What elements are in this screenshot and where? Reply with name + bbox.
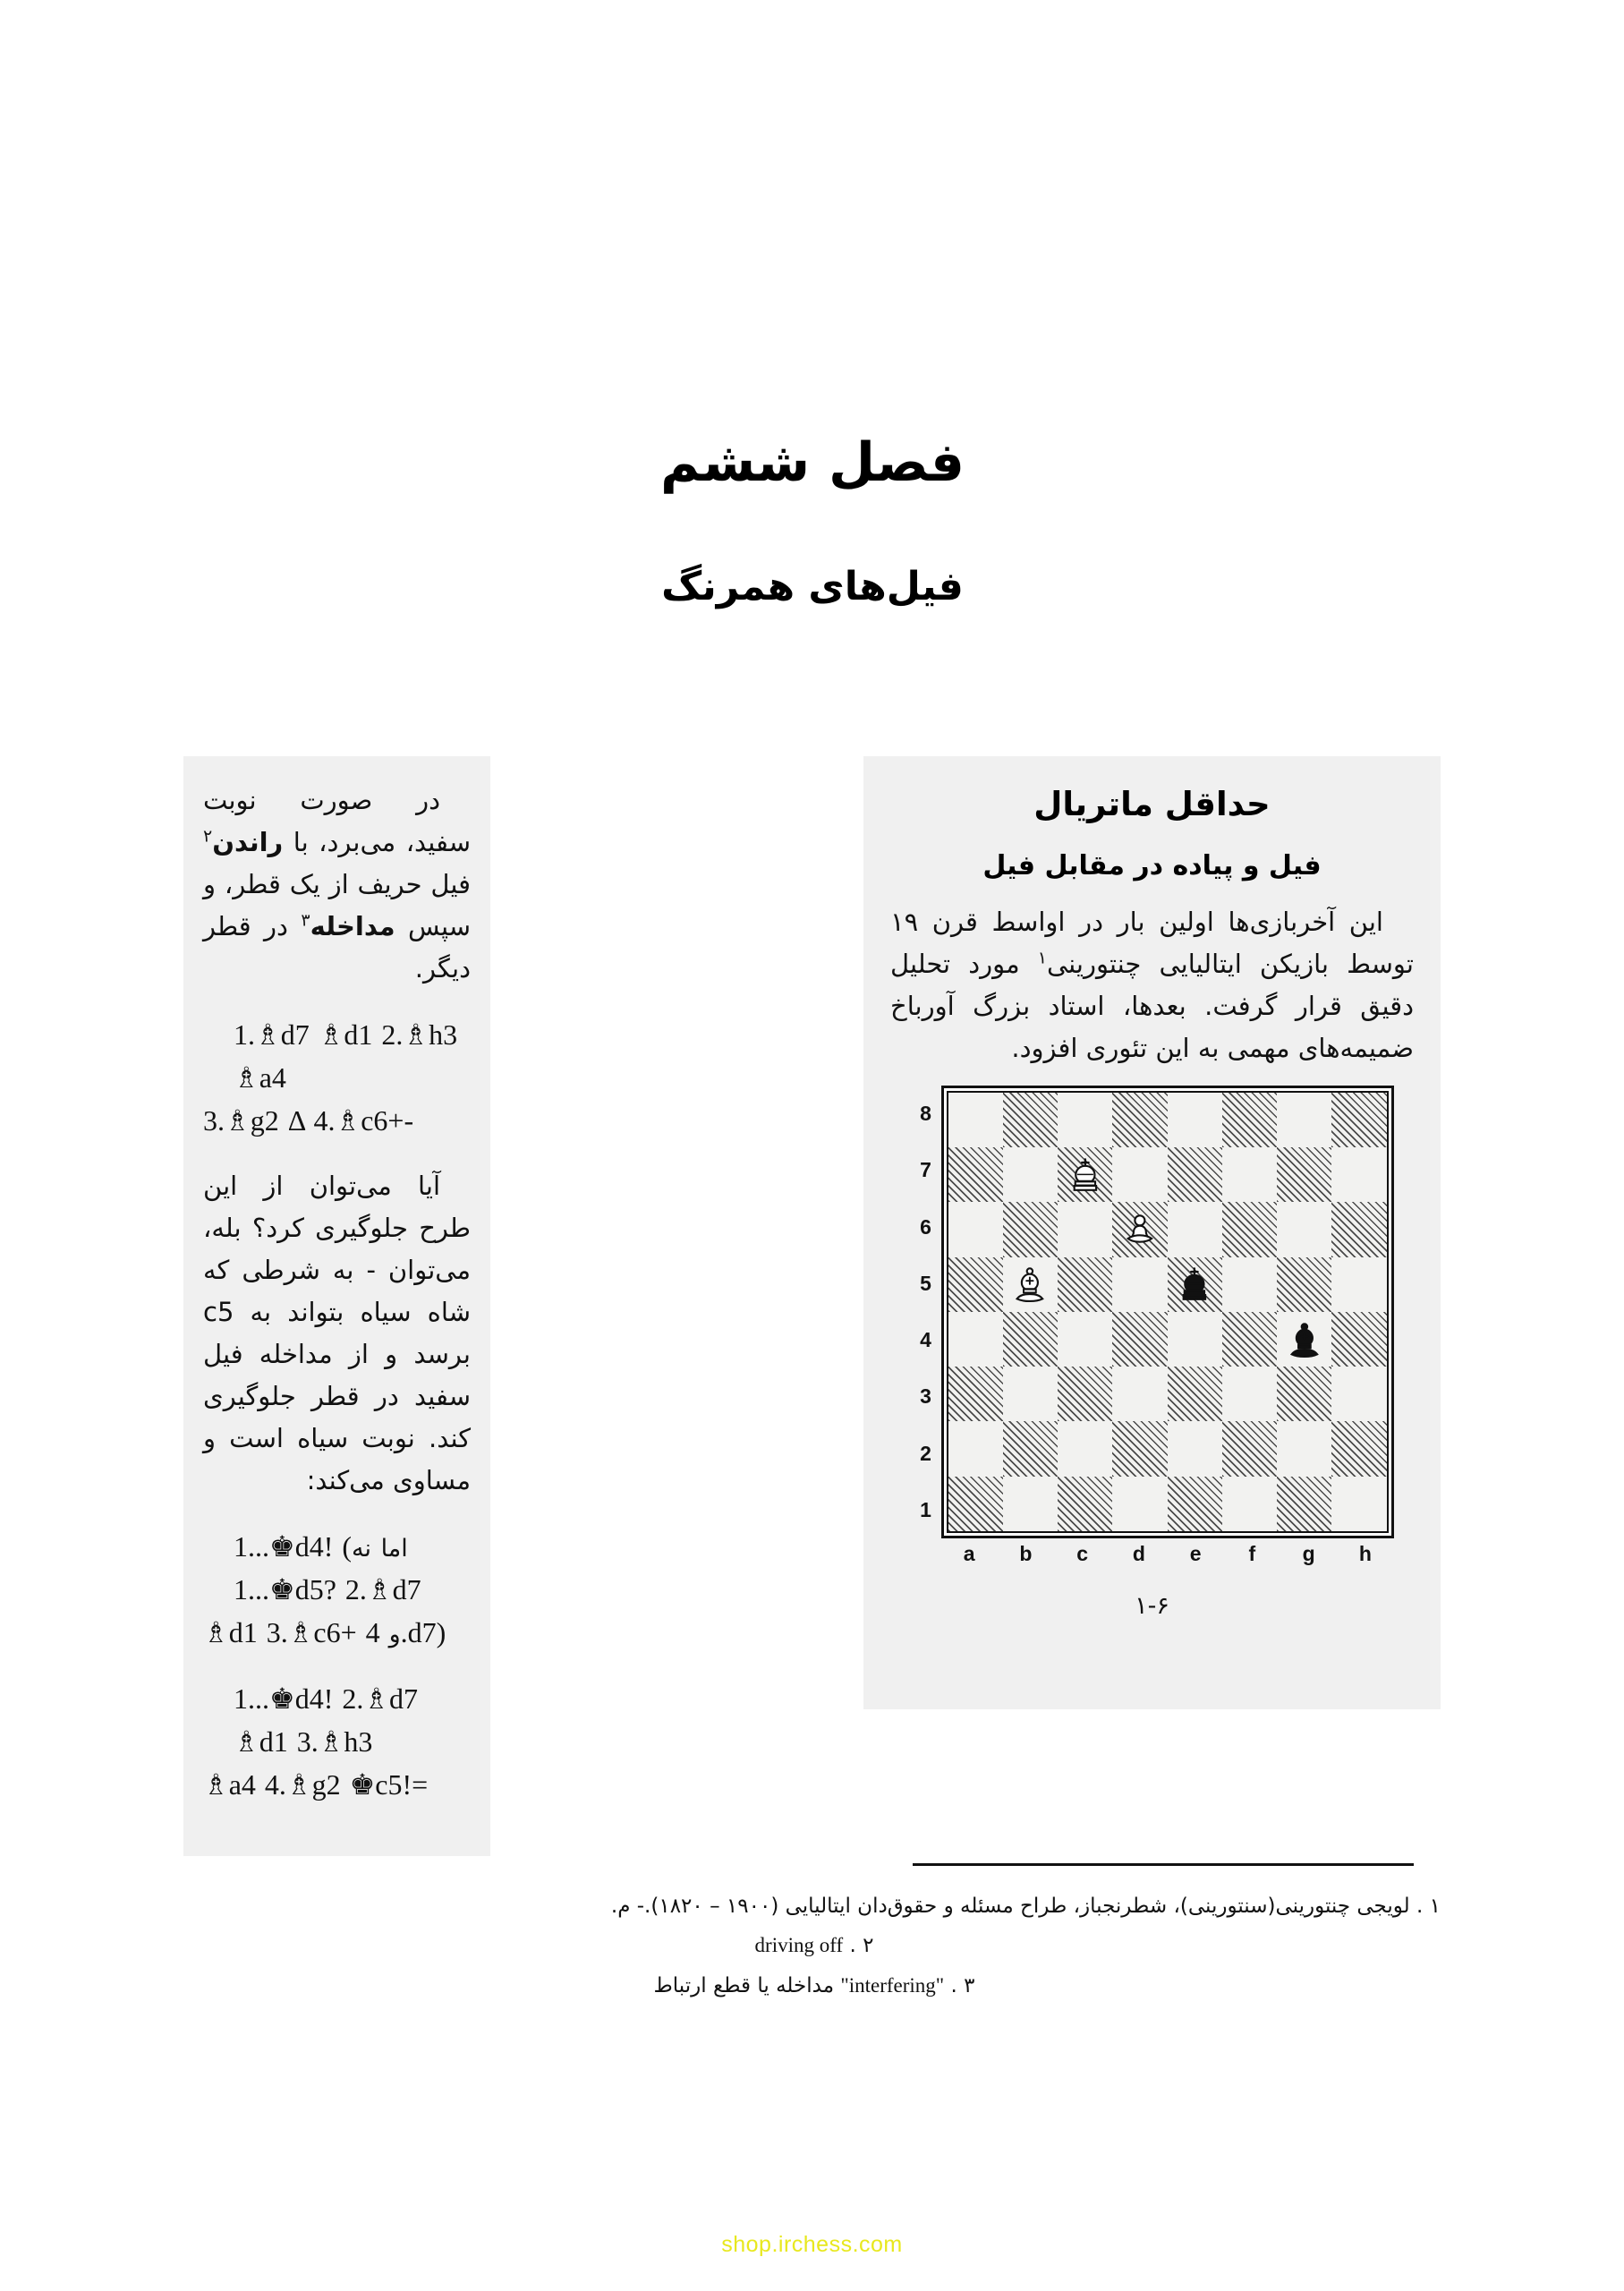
- rank-label: 1: [920, 1497, 931, 1521]
- board-square-e8: [1168, 1093, 1222, 1147]
- board-square-c7: [1058, 1147, 1112, 1202]
- term-interfering: مداخله: [310, 910, 395, 941]
- board-square-f1: [1222, 1477, 1277, 1531]
- board-square-h3: [1331, 1367, 1386, 1421]
- footnote-2-marker: ۲ .: [849, 1934, 874, 1958]
- section-heading-minimal-material: حداقل ماتریال: [1033, 785, 1271, 823]
- rank-label: 6: [920, 1214, 931, 1239]
- intro-paragraph: [890, 901, 1414, 1069]
- section-subheading-bishop-pawn: فیل و پیاده در مقابل فیل: [982, 850, 1322, 881]
- file-labels: [941, 1538, 1394, 1569]
- board-square-b8: [1003, 1093, 1058, 1147]
- white-pawn-icon: [1118, 1208, 1161, 1251]
- rank-label: 7: [920, 1158, 931, 1182]
- board-square-b2: [1003, 1421, 1058, 1476]
- page-subtitle: فیل‌های همرنگ: [661, 564, 964, 609]
- move-line: 1...♚d4! 2.♗d7 ♗d1 3.♗h3: [234, 1682, 419, 1758]
- board-square-b1: [1003, 1477, 1058, 1531]
- intro-text-before-ref: این آخربازی‌ها اولین بار در اواسط قرن ۱۹ توسط بازیکن ایتالیایی چنتورینی: [890, 907, 1414, 979]
- move-text: ♗d1 3.♗c6+: [203, 1615, 366, 1648]
- board-square-a4: [948, 1312, 1003, 1367]
- board-square-e7: [1168, 1147, 1222, 1202]
- chess-diagram: [911, 1086, 1394, 1620]
- board-square-e3: [1168, 1367, 1222, 1421]
- para1-part2: فیل حریف از یک قطر، و سپس: [203, 868, 471, 941]
- move-text: 1...♚d5? 2.♗d7: [234, 1572, 421, 1605]
- move-sequence-2: [203, 1525, 471, 1654]
- move-sequence-3: [203, 1677, 471, 1806]
- board-square-a7: [948, 1147, 1003, 1202]
- board-square-a3: [948, 1367, 1003, 1421]
- footnote-3: [188, 1968, 1441, 2004]
- board-square-b6: [1003, 1202, 1058, 1256]
- para1-part3: در قطر دیگر.: [203, 910, 471, 984]
- file-label: c: [1076, 1541, 1089, 1565]
- move-annotation-rtl: و: [388, 1620, 401, 1648]
- board-square-e2: [1168, 1421, 1222, 1476]
- footnote-ref-3: ۳: [301, 910, 310, 931]
- board-square-g1: [1277, 1477, 1331, 1531]
- rank-label: 8: [920, 1102, 931, 1125]
- board-square-b4: [1003, 1312, 1058, 1367]
- file-label: f: [1248, 1541, 1256, 1565]
- board-square-g7: [1277, 1147, 1331, 1202]
- board-square-c3: [1058, 1367, 1112, 1421]
- footnote-ref-1: ۱: [1037, 948, 1047, 968]
- board-square-g3: [1277, 1367, 1331, 1421]
- site-watermark: shop.irchess.com: [721, 2232, 903, 2257]
- term-driving-off: راندن: [212, 826, 284, 857]
- analysis-paragraph-1: [203, 779, 471, 990]
- board-square-f2: [1222, 1421, 1277, 1476]
- board-square-b3: [1003, 1367, 1058, 1421]
- board-square-g2: [1277, 1421, 1331, 1476]
- move-annotation-rtl: اما نه: [352, 1534, 408, 1563]
- footnote-3-marker: ۳ .: [950, 1973, 975, 1997]
- board-square-d5: [1112, 1257, 1167, 1312]
- footnote-3-text: مداخله یا قطع ارتباط: [653, 1973, 835, 1997]
- move-text: 4.d7): [365, 1615, 446, 1648]
- footnote-area: [188, 1888, 1441, 2007]
- intro-text-after-ref: مورد تحلیل دقیق قرار گرفت. بعدها، استاد بزرگ آورباخ ضمیمه‌های مهمی به این تئوری افزود.: [890, 948, 1414, 1063]
- board-square-d2: [1112, 1421, 1167, 1476]
- file-label: a: [963, 1541, 975, 1565]
- board-square-d8: [1112, 1093, 1167, 1147]
- board-square-c4: [1058, 1312, 1112, 1367]
- file-label: g: [1302, 1541, 1315, 1565]
- footnote-2: [188, 1928, 1441, 1963]
- board-square-e5: [1168, 1257, 1222, 1312]
- board-square-d1: [1112, 1477, 1167, 1531]
- board-square-h2: [1331, 1421, 1386, 1476]
- board-square-e6: [1168, 1202, 1222, 1256]
- rank-label: 4: [920, 1328, 931, 1351]
- rank-label: 2: [920, 1441, 931, 1465]
- board-square-h6: [1331, 1202, 1386, 1256]
- board-square-h7: [1331, 1147, 1386, 1202]
- board-square-f7: [1222, 1147, 1277, 1202]
- rank-label: 3: [920, 1384, 931, 1409]
- board-square-d6: [1112, 1202, 1167, 1256]
- figure-caption: ۱-۶: [1135, 1591, 1169, 1620]
- board-square-a1: [948, 1477, 1003, 1531]
- move-line: 1.♗d7 ♗d1 2.♗h3 ♗a4: [234, 1018, 458, 1094]
- chessboard: [947, 1091, 1389, 1533]
- white-king-icon: [1064, 1154, 1107, 1197]
- board-square-c6: [1058, 1202, 1112, 1256]
- footnote-2-text: driving off: [754, 1934, 844, 1957]
- footnote-ref-2: ۲: [203, 826, 213, 847]
- footnote-1: ۱ . لویجی چنتورینی(سنتورینی)، شطرنجباز، طراح مسئله و حقوق‌دان ایتالیایی (۱۹۰۰ – ۱۸۲۰).- م.: [610, 1895, 1441, 1918]
- move-line: [203, 1525, 471, 1611]
- board-square-b5: [1003, 1257, 1058, 1312]
- footnote-3-quote: "interfering": [840, 1973, 945, 1997]
- board-square-d7: [1112, 1147, 1167, 1202]
- board-square-f6: [1222, 1202, 1277, 1256]
- move-line: 3.♗g2 Δ 4.♗c6+-: [203, 1103, 414, 1137]
- board-square-f5: [1222, 1257, 1277, 1312]
- board-square-h5: [1331, 1257, 1386, 1312]
- footnote-separator-rule: [913, 1863, 1414, 1866]
- board-square-h4: [1331, 1312, 1386, 1367]
- black-king-icon: [1173, 1263, 1216, 1306]
- board-square-c8: [1058, 1093, 1112, 1147]
- analysis-paragraph-2: آیا می‌توان از این طرح جلوگیری کرد؟ بله، می‌توان - به شرطی که شاه سیاه بتواند به c5 برسد و از مداخله فیل سفید در قطر جلوگیری کند. نوبت سیاه است و مساوی می‌کند:: [203, 1170, 471, 1495]
- board-square-g5: [1277, 1257, 1331, 1312]
- rank-labels: [911, 1086, 941, 1538]
- board-square-d4: [1112, 1312, 1167, 1367]
- move-text: 1...♚d4! (: [234, 1529, 352, 1563]
- white-bishop-icon: [1008, 1263, 1051, 1306]
- board-square-g8: [1277, 1093, 1331, 1147]
- file-label: b: [1019, 1541, 1033, 1565]
- page-title: فصل ششم: [660, 431, 965, 494]
- board-square-e4: [1168, 1312, 1222, 1367]
- chessboard-frame: [941, 1086, 1394, 1538]
- board-square-h8: [1331, 1093, 1386, 1147]
- board-square-e1: [1168, 1477, 1222, 1531]
- board-square-a2: [948, 1421, 1003, 1476]
- board-square-b7: [1003, 1147, 1058, 1202]
- board-square-g4: [1277, 1312, 1331, 1367]
- file-label: d: [1132, 1541, 1145, 1565]
- file-label: h: [1358, 1541, 1372, 1565]
- board-square-a8: [948, 1093, 1003, 1147]
- left-content-panel: [183, 756, 490, 1856]
- board-square-f8: [1222, 1093, 1277, 1147]
- file-label: e: [1189, 1541, 1202, 1565]
- board-square-g6: [1277, 1202, 1331, 1256]
- rank-label: 5: [920, 1271, 931, 1295]
- move-line: [203, 1611, 471, 1654]
- board-square-h1: [1331, 1477, 1386, 1531]
- board-square-f4: [1222, 1312, 1277, 1367]
- board-square-f3: [1222, 1367, 1277, 1421]
- black-bishop-icon: [1283, 1318, 1326, 1361]
- board-square-c2: [1058, 1421, 1112, 1476]
- board-square-a5: [948, 1257, 1003, 1312]
- right-content-panel: [863, 756, 1441, 1709]
- board-square-a6: [948, 1202, 1003, 1256]
- move-sequence-1: [203, 1013, 471, 1142]
- move-line: ♗a4 4.♗g2 ♚c5!=: [203, 1767, 429, 1801]
- board-square-c5: [1058, 1257, 1112, 1312]
- board-square-d3: [1112, 1367, 1167, 1421]
- para1-part1: در صورت نوبت سفید، می‌برد، با: [203, 785, 471, 857]
- board-square-c1: [1058, 1477, 1112, 1531]
